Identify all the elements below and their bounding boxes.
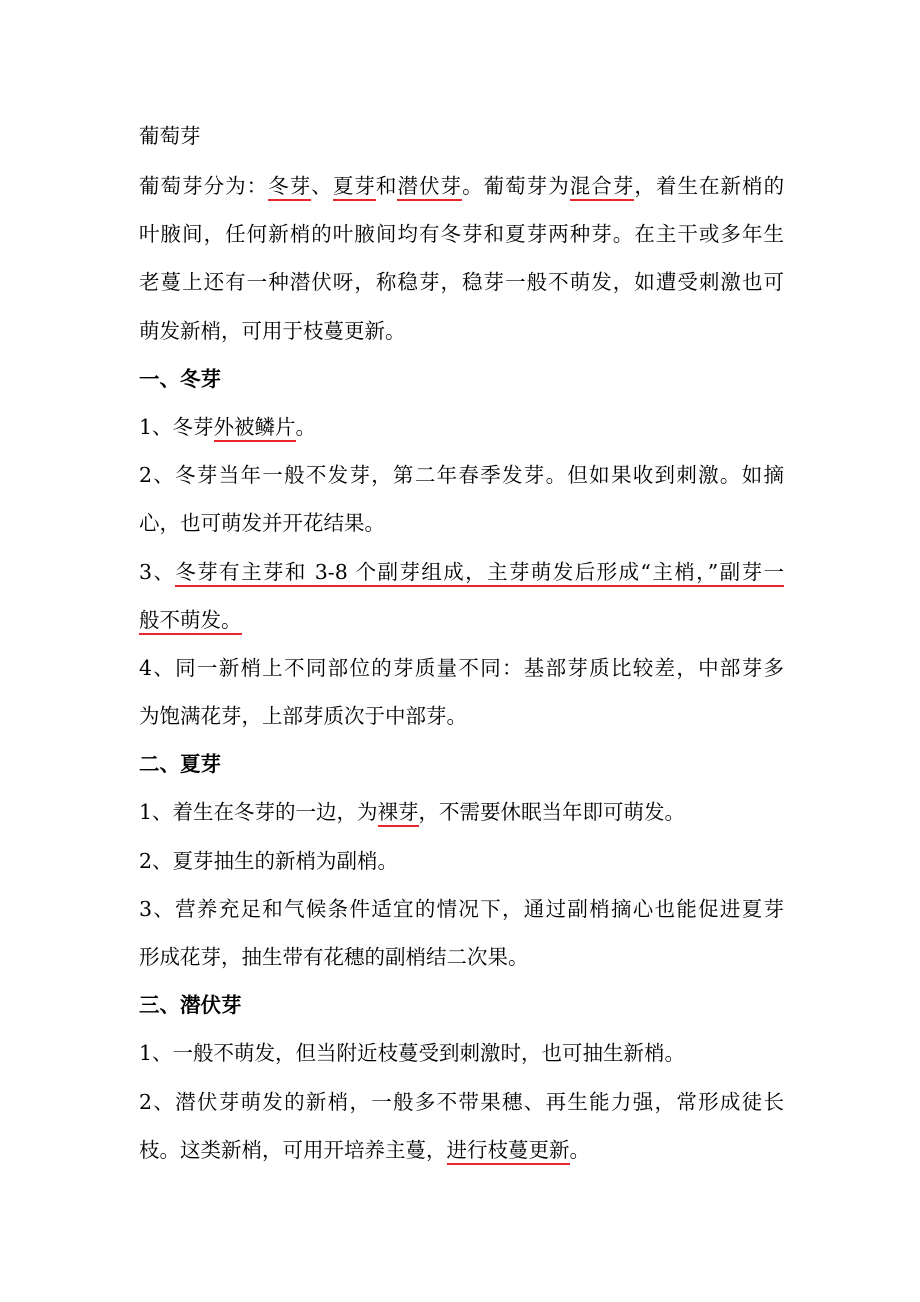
item-text: 1、着生在冬芽的一边，为 xyxy=(139,800,378,825)
winter-bud-item-4-line-1: 4、同一新梢上不同部位的芽质量不同：基部芽质比较差，中部芽多 xyxy=(139,655,784,680)
summer-bud-item-3-line-1: 3、营养充足和气候条件适宜的情况下，通过副梢摘心也能促进夏芽 xyxy=(139,896,784,921)
section-heading-winter-bud: 一、冬芽 xyxy=(139,366,221,391)
document-title xyxy=(139,112,784,162)
underlined-phrase: 外被鳞片 xyxy=(214,415,296,442)
latent-bud-item-1: 1、一般不萌发，但当附近枝蔓受到刺激时，也可抽生新梢。 xyxy=(139,1041,686,1066)
underlined-phrase: 进行枝蔓更新 xyxy=(447,1138,570,1165)
underlined-term-winter-bud: 冬芽 xyxy=(268,174,311,201)
intro-line-3: 老蔓上还有一种潜伏呀，称稳芽，稳芽一般不萌发，如遭受刺激也可 xyxy=(139,270,784,295)
section-heading-latent-bud: 三、潜伏芽 xyxy=(139,993,242,1018)
item-text: 1、冬芽 xyxy=(139,414,214,439)
summer-bud-item-2: 2、夏芽抽生的新梢为副梢。 xyxy=(139,848,399,873)
winter-bud-item-3-line-2 xyxy=(139,596,784,644)
intro-text: ，着生在新梢的 xyxy=(634,174,785,198)
winter-bud-item-4-line-2: 为饱满花芽，上部芽质次于中部芽。 xyxy=(139,704,467,729)
underlined-term-latent-bud: 潜伏芽 xyxy=(397,174,462,201)
item-text: 枝。这类新梢，可用开培养主蔓， xyxy=(139,1137,447,1162)
underlined-term-summer-bud: 夏芽 xyxy=(333,174,376,201)
intro-text: 、 xyxy=(311,174,333,198)
item-text: 。 xyxy=(569,1137,590,1162)
underlined-phrase: 冬芽有主芽和 3-8 个副芽组成，主芽萌发后形成“主梢，”副芽一 xyxy=(175,560,784,587)
underlined-phrase: 裸芽 xyxy=(378,800,419,827)
intro-line-2: 叶腋间，任何新梢的叶腋间均有冬芽和夏芽两种芽。在主干或多年生 xyxy=(139,222,784,247)
item-text: 3、 xyxy=(139,559,176,584)
intro-line-4: 萌发新梢，可用于枝蔓更新。 xyxy=(139,318,406,343)
summer-bud-item-3-line-2: 形成花芽，抽生带有花穗的副梢结二次果。 xyxy=(139,945,529,969)
winter-bud-item-3-line-1 xyxy=(139,548,784,596)
intro-line-1 xyxy=(139,162,784,210)
winter-bud-item-2-line-1: 2、冬芽当年一般不发芽，第二年春季发芽。但如果收到刺激。如摘 xyxy=(139,463,784,488)
winter-bud-item-2-line-2: 心，也可萌发并开花结果。 xyxy=(139,511,385,536)
intro-paragraph xyxy=(139,162,784,355)
summer-bud-item-1 xyxy=(139,788,784,836)
item-text: 。 xyxy=(295,414,317,439)
title-text: 葡萄芽 xyxy=(139,124,201,148)
item-text: ，不需要休眠当年即可萌发。 xyxy=(418,800,686,825)
intro-text: 。葡萄芽为 xyxy=(462,174,570,198)
winter-bud-item-1 xyxy=(139,403,784,451)
section-heading-summer-bud: 二、夏芽 xyxy=(139,752,221,777)
document-page xyxy=(139,112,784,1174)
latent-bud-item-2-line-1: 2、潜伏芽萌发的新梢，一般多不带果穗、再生能力强，常形成徒长 xyxy=(139,1089,784,1114)
intro-text: 和 xyxy=(375,174,398,198)
underlined-term-mixed-bud: 混合芽 xyxy=(570,174,635,201)
intro-text: 葡萄芽分为： xyxy=(139,174,269,198)
underlined-phrase: 般不萌发。 xyxy=(139,608,242,635)
latent-bud-item-2-line-2 xyxy=(139,1126,784,1174)
